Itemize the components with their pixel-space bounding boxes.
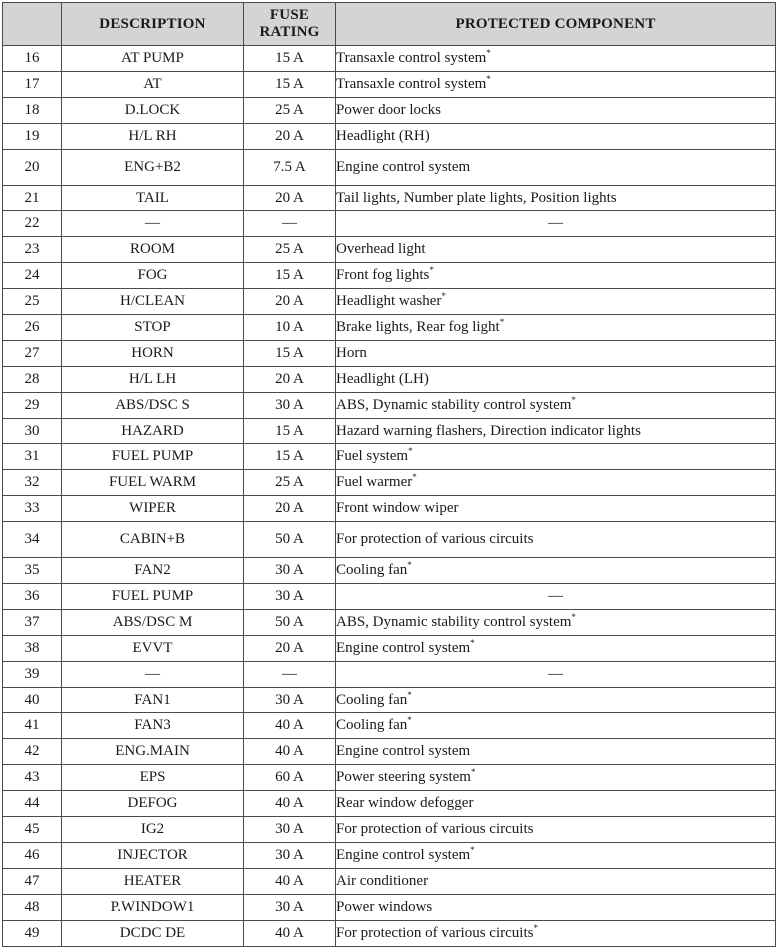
- protected-component: [336, 558, 776, 584]
- component-text: Engine control system: [336, 158, 471, 175]
- table-row: [3, 713, 776, 739]
- fuse-number: 35: [3, 558, 62, 584]
- fuse-rating: 20 A: [244, 496, 336, 522]
- protected-component: [336, 289, 776, 315]
- fuse-description: DCDC DE: [62, 920, 244, 946]
- fuse-description: —: [62, 661, 244, 687]
- footnote-mark: *: [470, 767, 476, 778]
- fuse-number: 49: [3, 920, 62, 946]
- protected-component: [336, 584, 776, 610]
- component-text: Cooling fan: [336, 717, 408, 734]
- component-text: Front window wiper: [336, 500, 459, 517]
- table-row: [3, 522, 776, 558]
- table-row: [3, 97, 776, 123]
- fuse-description: TAIL: [62, 185, 244, 211]
- fuse-description: ABS/DSC S: [62, 392, 244, 418]
- fuse-description: ENG+B2: [62, 149, 244, 185]
- table-body: [3, 46, 776, 947]
- protected-component: [336, 237, 776, 263]
- protected-component: [336, 392, 776, 418]
- fuse-number: 46: [3, 842, 62, 868]
- protected-component: [336, 739, 776, 765]
- protected-component: [336, 496, 776, 522]
- table-row: [3, 71, 776, 97]
- component-text: Power door locks: [336, 101, 441, 118]
- fuse-number: 42: [3, 739, 62, 765]
- table-row: [3, 444, 776, 470]
- fuse-description: WIPER: [62, 496, 244, 522]
- component-text: Front fog lights: [336, 267, 430, 284]
- protected-component: [336, 123, 776, 149]
- header-description: DESCRIPTION: [62, 3, 244, 46]
- table-row: [3, 211, 776, 237]
- fuse-rating: 20 A: [244, 123, 336, 149]
- fuse-number: 25: [3, 289, 62, 315]
- fuse-rating: —: [244, 661, 336, 687]
- protected-component: [336, 46, 776, 72]
- fuse-description: DEFOG: [62, 791, 244, 817]
- component-text: ABS, Dynamic stability control system: [336, 613, 572, 630]
- fuse-rating: 20 A: [244, 185, 336, 211]
- fuse-number: 48: [3, 894, 62, 920]
- fuse-number: 40: [3, 687, 62, 713]
- fuse-description: IG2: [62, 817, 244, 843]
- fuse-rating: 40 A: [244, 739, 336, 765]
- fuse-description: HAZARD: [62, 418, 244, 444]
- fuse-rating: 25 A: [244, 237, 336, 263]
- table-row: [3, 791, 776, 817]
- protected-component: [336, 842, 776, 868]
- fuse-description: D.LOCK: [62, 97, 244, 123]
- protected-component: [336, 522, 776, 558]
- protected-component: [336, 713, 776, 739]
- fuse-description: AT: [62, 71, 244, 97]
- component-text: Engine control system: [336, 639, 471, 656]
- fuse-number: 19: [3, 123, 62, 149]
- protected-component: [336, 791, 776, 817]
- header-fuse-rating-line1: FUSE: [269, 7, 310, 23]
- fuse-rating: 25 A: [244, 470, 336, 496]
- fuse-rating: 30 A: [244, 584, 336, 610]
- fuse-rating: 30 A: [244, 687, 336, 713]
- component-text: —: [548, 587, 563, 604]
- fuse-rating: 20 A: [244, 289, 336, 315]
- fuse-rating: 7.5 A: [244, 149, 336, 185]
- table-row: [3, 635, 776, 661]
- fuse-rating: 15 A: [244, 418, 336, 444]
- fuse-number: 22: [3, 211, 62, 237]
- footnote-mark: *: [571, 394, 576, 405]
- fuse-number: 23: [3, 237, 62, 263]
- fuse-description: INJECTOR: [62, 842, 244, 868]
- fuse-rating: —: [244, 211, 336, 237]
- protected-component: [336, 609, 776, 635]
- table-header: [3, 3, 776, 46]
- component-text: Brake lights, Rear fog light: [336, 318, 500, 335]
- fuse-description: FAN3: [62, 713, 244, 739]
- fuse-number: 43: [3, 765, 62, 791]
- fuse-rating: 50 A: [244, 609, 336, 635]
- component-text: Power windows: [336, 898, 433, 915]
- component-text: Tail lights, Number plate lights, Position lights: [336, 189, 617, 206]
- component-text: —: [548, 665, 563, 682]
- fuse-number: 27: [3, 340, 62, 366]
- protected-component: [336, 340, 776, 366]
- fuse-description: H/L RH: [62, 123, 244, 149]
- protected-component: [336, 817, 776, 843]
- fuse-rating: 15 A: [244, 71, 336, 97]
- protected-component: [336, 444, 776, 470]
- protected-component: [336, 315, 776, 341]
- footnote-mark: *: [470, 844, 475, 855]
- component-text: For protection of various circuits: [336, 924, 534, 941]
- fuse-rating: 40 A: [244, 920, 336, 946]
- fuse-description: FUEL PUMP: [62, 444, 244, 470]
- fuse-description: FUEL WARM: [62, 470, 244, 496]
- protected-component: [336, 71, 776, 97]
- table-row: [3, 185, 776, 211]
- fuse-number: 36: [3, 584, 62, 610]
- fuse-rating: 25 A: [244, 97, 336, 123]
- protected-component: [336, 366, 776, 392]
- table-row: [3, 894, 776, 920]
- component-text: Horn: [336, 344, 367, 361]
- fuse-description: FOG: [62, 263, 244, 289]
- fuse-description: CABIN+B: [62, 522, 244, 558]
- fuse-number: 18: [3, 97, 62, 123]
- footnote-mark: *: [429, 265, 434, 276]
- fuse-number: 20: [3, 149, 62, 185]
- component-text: Transaxle control system: [336, 49, 487, 66]
- footnote-mark: *: [441, 291, 446, 302]
- protected-component: [336, 418, 776, 444]
- protected-component: [336, 470, 776, 496]
- table-row: [3, 739, 776, 765]
- table-row: [3, 237, 776, 263]
- protected-component: [336, 661, 776, 687]
- protected-component: [336, 211, 776, 237]
- fuse-rating: 30 A: [244, 842, 336, 868]
- component-text: Fuel warmer: [336, 474, 413, 491]
- component-text: Engine control system: [336, 846, 471, 863]
- fuse-rating: 30 A: [244, 558, 336, 584]
- fuse-number: 21: [3, 185, 62, 211]
- fuse-number: 29: [3, 392, 62, 418]
- footnote-mark: *: [533, 922, 538, 933]
- fuse-number: 37: [3, 609, 62, 635]
- protected-component: [336, 263, 776, 289]
- fuse-rating: 15 A: [244, 263, 336, 289]
- fuse-rating: 40 A: [244, 868, 336, 894]
- table-row: [3, 289, 776, 315]
- header-row: [3, 3, 776, 46]
- table-row: [3, 392, 776, 418]
- table-row: [3, 584, 776, 610]
- footnote-mark: *: [499, 316, 505, 327]
- component-text: For protection of various circuits: [336, 531, 534, 548]
- fuse-rating: 30 A: [244, 392, 336, 418]
- fuse-rating: 20 A: [244, 635, 336, 661]
- protected-component: [336, 868, 776, 894]
- protected-component: [336, 97, 776, 123]
- fuse-rating: 30 A: [244, 894, 336, 920]
- fuse-description: EPS: [62, 765, 244, 791]
- table-row: [3, 123, 776, 149]
- table-row: [3, 842, 776, 868]
- footnote-mark: *: [407, 560, 412, 571]
- table-row: [3, 263, 776, 289]
- fuse-rating: 15 A: [244, 444, 336, 470]
- component-text: ABS, Dynamic stability control system: [336, 396, 572, 413]
- table-row: [3, 340, 776, 366]
- component-text: Fuel system: [336, 448, 409, 465]
- component-text: Hazard warning flashers, Direction indicator lights: [336, 422, 641, 439]
- fuse-description: P.WINDOW1: [62, 894, 244, 920]
- table-row: [3, 687, 776, 713]
- component-text: —: [548, 215, 563, 232]
- component-text: Headlight (RH): [336, 127, 430, 144]
- component-text: Engine control system: [336, 743, 471, 760]
- component-text: Headlight (LH): [336, 370, 429, 387]
- table-row: [3, 609, 776, 635]
- footnote-mark: *: [407, 689, 412, 700]
- fuse-number: 41: [3, 713, 62, 739]
- table-row: [3, 149, 776, 185]
- fuse-number: 24: [3, 263, 62, 289]
- component-text: Cooling fan: [336, 691, 408, 708]
- component-text: Rear window defogger: [336, 795, 474, 812]
- table-row: [3, 315, 776, 341]
- header-fuse-rating-line2: RATING: [259, 24, 320, 40]
- fuse-number: 44: [3, 791, 62, 817]
- fuse-number: 31: [3, 444, 62, 470]
- protected-component: [336, 920, 776, 946]
- header-protected-component: PROTECTED COMPONENT: [336, 3, 776, 46]
- fuse-rating: 40 A: [244, 791, 336, 817]
- fuse-description: ABS/DSC M: [62, 609, 244, 635]
- component-text: Transaxle control system: [336, 75, 487, 92]
- table-row: [3, 868, 776, 894]
- table-row: [3, 765, 776, 791]
- table-row: [3, 920, 776, 946]
- protected-component: [336, 687, 776, 713]
- fuse-number: 16: [3, 46, 62, 72]
- table-row: [3, 558, 776, 584]
- fuse-rating: 15 A: [244, 340, 336, 366]
- fuse-description: H/L LH: [62, 366, 244, 392]
- protected-component: [336, 894, 776, 920]
- fuse-rating: 10 A: [244, 315, 336, 341]
- header-fuse-rating: [244, 3, 336, 46]
- fuse-description: —: [62, 211, 244, 237]
- footnote-mark: *: [408, 446, 413, 457]
- fuse-number: 30: [3, 418, 62, 444]
- fuse-number: 32: [3, 470, 62, 496]
- fuse-description: EVVT: [62, 635, 244, 661]
- table-row: [3, 46, 776, 72]
- fuse-number: 39: [3, 661, 62, 687]
- footnote-mark: *: [571, 611, 576, 622]
- fuse-description: HORN: [62, 340, 244, 366]
- fuse-description: FUEL PUMP: [62, 584, 244, 610]
- fuse-description: FAN1: [62, 687, 244, 713]
- fuse-number: 17: [3, 71, 62, 97]
- fuse-number: 28: [3, 366, 62, 392]
- component-text: Headlight washer: [336, 293, 442, 310]
- fuse-description: AT PUMP: [62, 46, 244, 72]
- footnote-mark: *: [486, 47, 491, 58]
- footnote-mark: *: [412, 472, 417, 483]
- fuse-description: ENG.MAIN: [62, 739, 244, 765]
- fuse-rating: 40 A: [244, 713, 336, 739]
- fuse-rating: 50 A: [244, 522, 336, 558]
- protected-component: [336, 765, 776, 791]
- footnote-mark: *: [407, 715, 412, 726]
- table-row: [3, 817, 776, 843]
- fuse-number: 45: [3, 817, 62, 843]
- fuse-description: STOP: [62, 315, 244, 341]
- protected-component: [336, 185, 776, 211]
- table-row: [3, 470, 776, 496]
- footnote-mark: *: [486, 73, 491, 84]
- fuse-table: [2, 2, 776, 947]
- fuse-description: H/CLEAN: [62, 289, 244, 315]
- fuse-rating: 15 A: [244, 46, 336, 72]
- fuse-description: ROOM: [62, 237, 244, 263]
- component-text: Cooling fan: [336, 562, 408, 579]
- component-text: Air conditioner: [336, 872, 429, 889]
- table-row: [3, 496, 776, 522]
- table-row: [3, 661, 776, 687]
- table-row: [3, 366, 776, 392]
- fuse-number: 38: [3, 635, 62, 661]
- fuse-rating: 60 A: [244, 765, 336, 791]
- footnote-mark: *: [470, 637, 475, 648]
- protected-component: [336, 149, 776, 185]
- fuse-number: 26: [3, 315, 62, 341]
- fuse-number: 34: [3, 522, 62, 558]
- fuse-rating: 30 A: [244, 817, 336, 843]
- component-text: For protection of various circuits: [336, 820, 534, 837]
- header-number: [3, 3, 62, 46]
- fuse-description: FAN2: [62, 558, 244, 584]
- fuse-number: 33: [3, 496, 62, 522]
- fuse-number: 47: [3, 868, 62, 894]
- table-row: [3, 418, 776, 444]
- component-text: Overhead light: [336, 241, 426, 258]
- fuse-rating: 20 A: [244, 366, 336, 392]
- protected-component: [336, 635, 776, 661]
- fuse-description: HEATER: [62, 868, 244, 894]
- component-text: Power steering system: [336, 769, 471, 786]
